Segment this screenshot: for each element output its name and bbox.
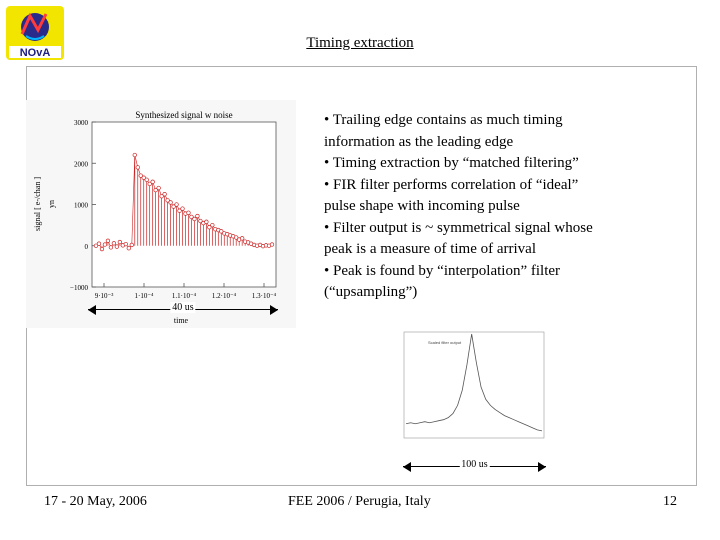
chart1-point: [130, 243, 134, 247]
chart1-xtick-label: 1.2·10⁻⁴: [211, 292, 237, 300]
chart1-ytick-label: 2000: [74, 160, 88, 169]
bullet-line: information as the leading edge: [324, 133, 514, 150]
page-number: 12: [663, 494, 677, 509]
chart1-point: [205, 220, 209, 224]
chart1-point: [187, 211, 191, 215]
chart1-xtick-label: 1.3·10⁻⁴: [251, 292, 277, 300]
chart1-point: [145, 178, 149, 182]
chart1-point: [169, 201, 173, 205]
bullet-line: • Peak is found by “interpolation” filter: [324, 262, 561, 279]
chart1-point: [124, 242, 128, 246]
chart1-point: [112, 241, 116, 245]
chart1-point: [136, 166, 140, 170]
slide-title: Timing extraction: [306, 35, 414, 51]
chart1-point: [127, 246, 131, 250]
filter-output-chart: [398, 328, 548, 446]
bullet-line: • FIR filter performs correlation of “ideal”: [324, 176, 579, 193]
chart1-point: [118, 240, 122, 244]
chart1-point: [109, 246, 113, 250]
arrow-40us: [88, 303, 278, 317]
chart1-point: [175, 203, 179, 207]
bullet-line: • Timing extraction by “matched filtering”: [324, 155, 579, 171]
chart1-point: [157, 186, 161, 190]
arrow-100us-label: 100 us: [461, 459, 488, 470]
chart1-point: [115, 245, 119, 249]
chart1-ytick-label: 1000: [74, 201, 88, 210]
chart1-point: [163, 192, 167, 196]
chart1-xtick-label: 9·10⁻³: [94, 292, 114, 300]
bullet-line: (“upsampling”): [324, 284, 418, 300]
chart1-point: [106, 239, 110, 243]
chart1-point: [103, 243, 107, 247]
chart1-point: [133, 153, 137, 157]
bullet-line: pulse shape with incoming pulse: [324, 198, 520, 214]
arrow-100us: [403, 460, 546, 474]
chart1-xtick-label: 1·10⁻⁴: [134, 292, 154, 300]
footer-date: 17 - 20 May, 2006: [44, 494, 147, 509]
chart1-point: [181, 207, 185, 211]
chart1-point: [151, 180, 155, 184]
chart1-point: [97, 242, 101, 246]
arrow-40us-label: 40 us: [172, 302, 194, 313]
chart1-ylabel-symbol: yn: [47, 200, 56, 208]
bullet-line: • Filter output is ~ symmetrical signal whose: [324, 219, 593, 236]
chart1-ylabel: signal [ e-/chan ]: [33, 177, 42, 231]
chart1-point: [270, 243, 274, 247]
chart1-title: Synthesized signal w noise: [135, 110, 233, 120]
chart1-xlabel: time: [173, 316, 189, 325]
chart1-xtick-label: 1.1·10⁻⁴: [171, 292, 197, 300]
chart1-point: [211, 223, 215, 227]
svg-text:NOvA: NOvA: [19, 47, 51, 59]
synthesized-signal-chart: [26, 100, 296, 328]
footer-event: FEE 2006 / Perugia, Italy: [288, 494, 431, 509]
chart1-ytick-label: 3000: [74, 119, 88, 127]
chart1-ytick-label: 0: [84, 242, 88, 251]
chart1-ytick-label: −1000: [70, 284, 88, 292]
bullet-line: • Trailing edge contains as much timing: [324, 112, 563, 128]
chart1-point: [196, 214, 200, 218]
chart1-point: [193, 217, 197, 221]
chart2-title: Scaled filter output: [428, 340, 462, 345]
bullet-line: peak is a measure of time of arrival: [324, 241, 536, 257]
bullet-list: [324, 110, 684, 304]
chart1-point: [240, 237, 244, 241]
chart1-point: [100, 247, 104, 251]
